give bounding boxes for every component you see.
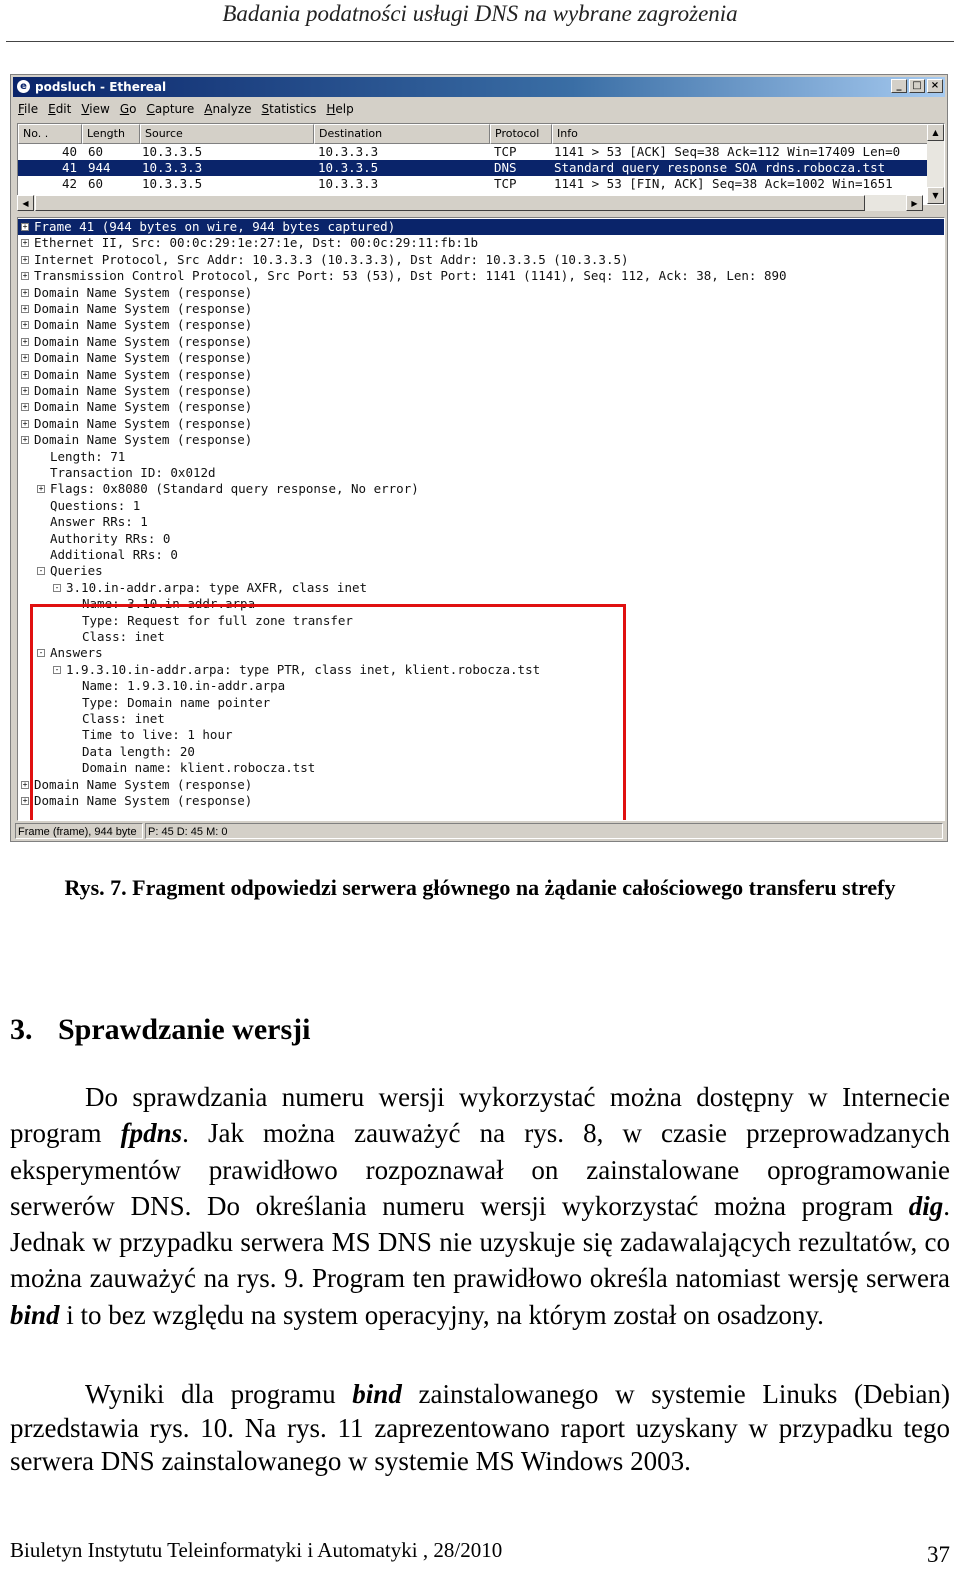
program-name-bind: bind <box>10 1299 60 1330</box>
expand-icon[interactable]: + <box>22 271 28 281</box>
detail-text: Data length: 20 <box>82 743 195 759</box>
detail-text: Type: Domain name pointer <box>82 694 271 710</box>
packet-row-selected[interactable]: 41 944 10.3.3.3 10.3.3.5 DNS Standard query response SOA rdns.robocza.tst <box>18 160 928 176</box>
menu-capture[interactable]: Capture <box>146 102 195 116</box>
window-title: podsluch - Ethereal <box>35 80 167 94</box>
detail-text: Domain Name System (response) <box>34 317 253 333</box>
status-counts: P: 45 D: 45 M: 0 <box>145 823 943 839</box>
detail-row[interactable] <box>18 235 944 251</box>
menu-file[interactable]: File <box>18 102 39 116</box>
collapse-icon[interactable]: - <box>38 648 44 658</box>
detail-text: Domain Name System (response) <box>34 366 253 382</box>
paragraph-2: Wyniki dla programu bind zainstalowanego w systemie Linuks (Debian) przedstawia rys. 10. Na rys. 11 zaprezentowano raport uzyskany w przypadku tego serwera DNS zainstalowanego w systemie MS Windows 2003. <box>10 1379 950 1476</box>
column-header-protocol[interactable]: Protocol <box>490 124 552 144</box>
column-header-info[interactable]: Info <box>552 124 928 144</box>
detail-text: Ethernet II, Src: 00:0c:29:1e:27:1e, Dst: 00:0c:29:11:fb:1b <box>34 235 479 251</box>
detail-text: Domain Name System (response) <box>34 793 253 808</box>
expand-icon[interactable]: + <box>22 435 28 445</box>
detail-row[interactable] <box>18 383 944 399</box>
scroll-right-icon[interactable]: ▶ <box>906 195 923 211</box>
detail-text: Domain Name System (response) <box>34 432 253 448</box>
expand-icon[interactable]: + <box>22 353 28 363</box>
detail-text: Frame 41 (944 bytes on wire, 944 bytes captured) <box>34 219 396 234</box>
expand-icon[interactable]: + <box>22 320 28 330</box>
running-header: Badania podatności usługi DNS na wybrane zagrożenia <box>222 1 738 26</box>
packet-list-pane[interactable] <box>17 123 945 205</box>
detail-text: Class: inet <box>82 629 165 644</box>
detail-text: Type: Request for full zone transfer <box>82 612 353 628</box>
detail-text: Authority RRs: 0 <box>50 530 171 546</box>
detail-row[interactable] <box>18 432 944 448</box>
packet-list-scrollbar[interactable] <box>927 124 944 204</box>
detail-text: Domain Name System (response) <box>34 284 253 300</box>
detail-text: Domain Name System (response) <box>34 383 253 398</box>
expand-icon[interactable]: + <box>22 222 28 231</box>
program-name-bind: bind <box>352 1379 402 1409</box>
scroll-up-icon[interactable]: ▲ <box>927 124 944 141</box>
detail-row[interactable] <box>18 678 944 694</box>
detail-row[interactable] <box>18 350 944 366</box>
detail-row[interactable] <box>18 334 944 350</box>
detail-text: Flags: 0x8080 (Standard query response, No error) <box>50 481 419 497</box>
menu-view[interactable]: View <box>81 102 110 116</box>
page-number: 37 <box>927 1542 950 1567</box>
packet-details-pane[interactable] <box>17 217 945 821</box>
detail-text: Time to live: 1 hour <box>82 727 233 743</box>
column-header-source[interactable]: Source <box>140 124 314 144</box>
minimize-icon[interactable]: _ <box>891 79 907 93</box>
detail-row[interactable] <box>18 301 944 317</box>
status-frame: Frame (frame), 944 byte <box>15 823 143 839</box>
detail-row[interactable] <box>18 531 944 547</box>
detail-row[interactable] <box>18 695 944 711</box>
expand-icon[interactable]: + <box>22 254 28 264</box>
figure-caption: Rys. 7. Fragment odpowiedzi serwera głównego na żądanie całościowego transferu strefy <box>64 875 896 900</box>
detail-text: Additional RRs: 0 <box>50 547 178 562</box>
ethereal-app-icon: e <box>17 80 30 93</box>
detail-row[interactable] <box>18 662 944 678</box>
detail-row[interactable] <box>18 793 944 809</box>
collapse-icon[interactable]: - <box>54 664 60 674</box>
horizontal-scrollbar[interactable] <box>17 195 923 211</box>
packet-list-header <box>18 124 928 144</box>
detail-text: Name: 3.10.in-addr.arpa <box>82 596 256 612</box>
menu-edit[interactable]: Edit <box>48 102 72 116</box>
detail-row[interactable] <box>18 547 944 563</box>
expand-icon[interactable]: + <box>22 304 28 313</box>
detail-text: Domain Name System (response) <box>34 776 253 792</box>
detail-row[interactable] <box>18 481 944 497</box>
packet-row[interactable]: 40 60 10.3.3.5 10.3.3.3 TCP 1141 > 53 [ACK] Seq=38 Ack=112 Win=17409 Len=0 <box>62 144 901 159</box>
section-title: Sprawdzanie wersji <box>58 1013 311 1046</box>
detail-text: Internet Protocol, Src Addr: 10.3.3.3 (10.3.3.3), Dst Addr: 10.3.3.5 (10.3.3.5) <box>34 251 629 267</box>
detail-row[interactable] <box>18 596 944 612</box>
detail-text: Answer RRs: 1 <box>50 514 148 530</box>
detail-row[interactable] <box>18 465 944 481</box>
detail-text: Queries <box>50 563 103 579</box>
detail-row[interactable] <box>18 580 944 596</box>
detail-row[interactable] <box>18 449 944 465</box>
detail-row[interactable] <box>18 285 944 301</box>
program-name-dig: dig <box>908 1190 944 1221</box>
expand-icon[interactable]: + <box>22 418 28 428</box>
detail-text: Class: inet <box>82 711 165 726</box>
paragraph-1: Do sprawdzania numeru wersji wykorzystać można dostępny w Internecie program fpdns. Jak można zauważyć na rys. 8, w czasie przeprowadzanych eksperymentów prawidłowo rozpoznawał on zainstalowane oprogramowanie serwerów DNS. Do określania numeru wersji wykorzystać można program dig. Jednak w przypadku serwera MS DNS nie uzyskuje się zadawalających rezultatów, co można zauważyć na rys. 9. Program ten prawidłowo określa natomiast wersję serwera bind i to bez względu na system operacyjny, na którym został on osadzony. <box>10 1082 950 1330</box>
maximize-icon[interactable]: □ <box>909 79 925 93</box>
detail-text: Domain name: klient.robocza.tst <box>82 760 316 776</box>
detail-text: Transaction ID: 0x012d <box>50 465 216 480</box>
detail-text: Domain Name System (response) <box>34 415 253 431</box>
detail-row[interactable] <box>18 416 944 432</box>
title-bar <box>13 77 945 97</box>
collapse-icon[interactable]: - <box>38 566 44 576</box>
detail-row[interactable] <box>18 498 944 514</box>
ethereal-window <box>10 74 948 842</box>
detail-text: Transmission Control Protocol, Src Port: 53 (53), Dst Port: 1141 (1141), Seq: 112, Ack: 38, Len: 890 <box>34 268 787 284</box>
expand-icon[interactable]: + <box>22 779 28 789</box>
detail-text: 1.9.3.10.in-addr.arpa: type PTR, class inet, klient.robocza.tst <box>66 661 541 677</box>
detail-text: Domain Name System (response) <box>34 399 253 415</box>
journal-footer: Biuletyn Instytutu Teleinformatyki i Automatyki , 28/2010 <box>10 1538 503 1562</box>
menu-help[interactable]: Help <box>326 102 354 116</box>
detail-text: Answers <box>50 645 103 661</box>
expand-icon[interactable]: + <box>22 238 28 248</box>
detail-text: Name: 1.9.3.10.in-addr.arpa <box>82 678 286 694</box>
column-header-length[interactable]: Length <box>82 124 140 144</box>
detail-text: Domain Name System (response) <box>34 333 253 349</box>
detail-text: Domain Name System (response) <box>34 301 253 316</box>
detail-text: Domain Name System (response) <box>34 350 253 366</box>
expand-icon[interactable]: + <box>22 402 28 412</box>
expand-icon[interactable]: + <box>22 796 28 805</box>
menu-bar <box>13 99 945 119</box>
detail-row[interactable] <box>18 711 944 727</box>
detail-row[interactable] <box>18 727 944 743</box>
scroll-thumb[interactable] <box>35 195 865 211</box>
scroll-down-icon[interactable]: ▼ <box>927 187 944 204</box>
detail-row[interactable] <box>18 317 944 333</box>
detail-row[interactable] <box>18 744 944 760</box>
detail-row[interactable] <box>18 613 944 629</box>
detail-row[interactable] <box>18 777 944 793</box>
detail-row[interactable] <box>18 514 944 530</box>
detail-text: 3.10.in-addr.arpa: type AXFR, class inet <box>66 579 368 595</box>
detail-row[interactable] <box>18 252 944 268</box>
expand-icon[interactable]: + <box>22 336 28 346</box>
detail-text: Questions: 1 <box>50 497 141 513</box>
expand-icon[interactable]: + <box>38 484 44 494</box>
menu-analyze[interactable]: Analyze <box>204 102 252 116</box>
expand-icon[interactable]: + <box>22 287 28 297</box>
packet-row[interactable]: 42 60 10.3.3.5 10.3.3.3 TCP 1141 > 53 [FIN, ACK] Seq=38 Ack=1002 Win=1651 <box>62 176 893 191</box>
detail-row[interactable] <box>18 563 944 579</box>
section-heading <box>10 1010 310 1050</box>
column-header-no[interactable]: No. . <box>18 124 82 144</box>
detail-text: Length: 71 <box>50 448 126 464</box>
menu-statistics[interactable]: Statistics <box>261 102 317 116</box>
status-bar <box>15 823 943 839</box>
collapse-icon[interactable]: - <box>54 582 60 592</box>
expand-icon[interactable]: + <box>22 386 28 395</box>
column-header-destination[interactable]: Destination <box>314 124 490 144</box>
scroll-left-icon[interactable]: ◀ <box>17 195 34 211</box>
program-name-fpdns: fpdns <box>120 1118 183 1149</box>
detail-row[interactable] <box>18 760 944 776</box>
detail-row[interactable] <box>18 645 944 661</box>
section-number: 3. <box>10 1013 33 1046</box>
detail-row-selected[interactable] <box>18 219 944 235</box>
header-rule <box>6 41 954 42</box>
detail-row[interactable] <box>18 629 944 645</box>
expand-icon[interactable]: + <box>22 369 28 379</box>
menu-go[interactable]: Go <box>119 102 137 116</box>
close-icon[interactable]: × <box>927 79 943 93</box>
detail-row[interactable] <box>18 268 944 284</box>
detail-row[interactable] <box>18 367 944 383</box>
detail-row[interactable] <box>18 399 944 415</box>
